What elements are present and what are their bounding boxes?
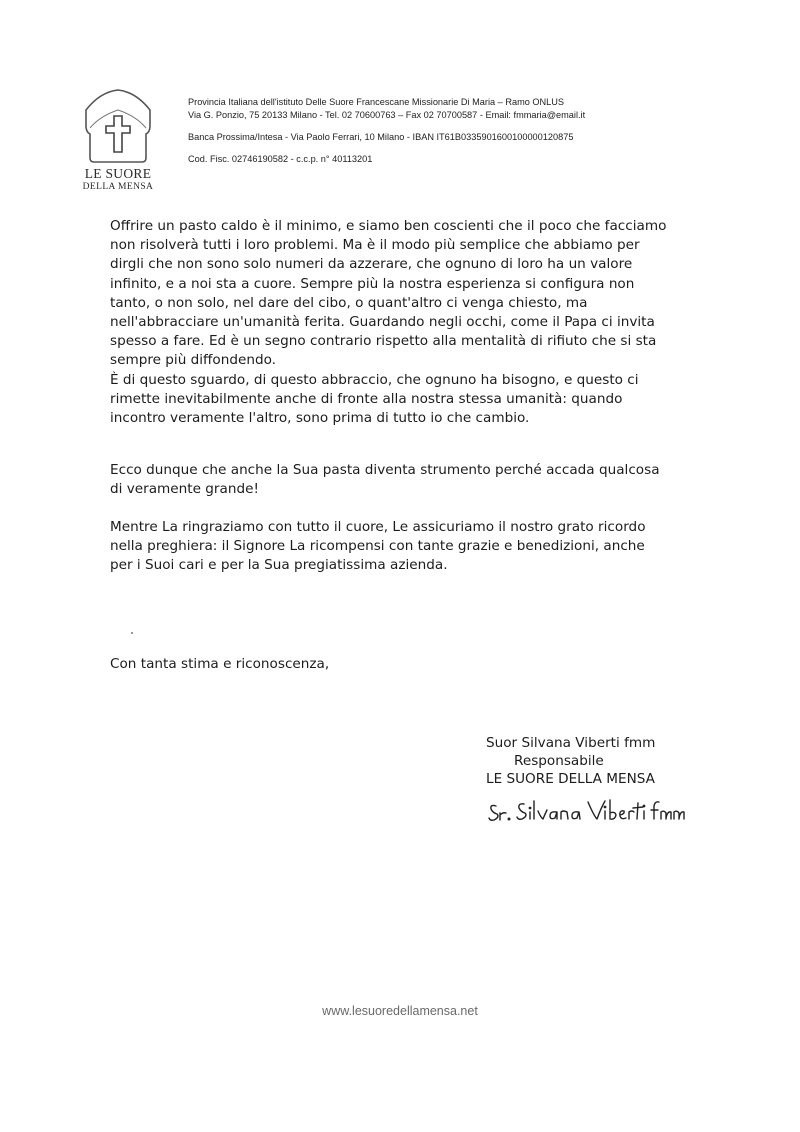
letter-paragraph-3 (110, 518, 700, 576)
text-line: infinito, e a noi sta a cuore. Sempre più la nostra esperienza si configura non (110, 275, 635, 292)
logo-name-line1: LE SUORE (84, 166, 152, 181)
text-line: spesso a fare. Ed è un segno contrario rispetto alla mentalità di rifiuto che si sta (110, 333, 657, 350)
logo-name-line2: DELLA MENSA (82, 182, 154, 192)
signatory-role: Responsabile (514, 753, 604, 769)
scan-speck (131, 632, 133, 634)
signatory-organization: LE SUORE DELLA MENSA (486, 771, 655, 787)
footer-website: www.lesuoredellamensa.net (322, 1004, 478, 1018)
text-line: Mentre La ringraziamo con tutto il cuore, Le assicuriamo il nostro grato ricordo (110, 519, 646, 535)
handwritten-signature (486, 796, 686, 826)
text-line: Ecco dunque che anche la Sua pasta diventa strumento perché accada qualcosa (110, 462, 660, 478)
header-bank: Banca Prossima/Intesa - Via Paolo Ferrari, 10 Milano - IBAN IT61B0335901600100000120875 (188, 132, 574, 142)
text-line: tanto, o non solo, nel dare del cibo, o quant'altro ci venga chiesto, ma (110, 294, 588, 311)
text-line: di veramente grande! (110, 481, 259, 498)
text-line: dirgli che non sono solo numeri da azzerare, che ognuno di loro ha un valore (110, 256, 633, 273)
header-address: Via G. Ponzio, 75 20133 Milano - Tel. 02 70600763 – Fax 02 70700587 - Email: fmmaria@email.it (188, 110, 586, 120)
text-line: nella preghiera: il Signore La ricompensi con tante grazie e benedizioni, anche (110, 538, 645, 555)
header-organization: Provincia Italiana dell'istituto Delle Suore Francescane Missionarie Di Maria – Ramo ONLUS (188, 97, 565, 107)
header-tax-code: Cod. Fisc. 02746190582 - c.c.p. n° 40113201 (188, 154, 373, 164)
text-line: per i Suoi cari e per la Sua pregiatissima azienda. (110, 557, 448, 574)
text-line: incontro veramente l'altro, sono prima di tutto io che cambio. (110, 410, 530, 427)
text-line: nell'abbracciare un'umanità ferita. Guardando negli occhi, come il Papa ci invita (110, 314, 655, 331)
text-line: È di questo sguardo, di questo abbraccio, che ognuno ha bisogno, e questo ci (110, 371, 639, 388)
house-cross-icon (80, 86, 156, 164)
letter-paragraph-1 (110, 217, 700, 428)
text-line: Offrire un pasto caldo è il minimo, e siamo ben coscienti che il poco che facciamo (110, 218, 667, 234)
letter-closing: Con tanta stima e riconoscenza, (110, 656, 330, 672)
text-line: rimette inevitabilmente anche di fronte alla nostra stessa umanità: quando (110, 390, 623, 407)
text-line: non risolverà tutti i loro problemi. Ma è il modo più semplice che abbiamo per (110, 237, 640, 254)
signatory-name: Suor Silvana Viberti fmm (486, 735, 656, 751)
organization-logo (72, 86, 164, 196)
letter-paragraph-2 (110, 461, 700, 499)
text-line: sempre più diffondendo. (110, 352, 276, 369)
